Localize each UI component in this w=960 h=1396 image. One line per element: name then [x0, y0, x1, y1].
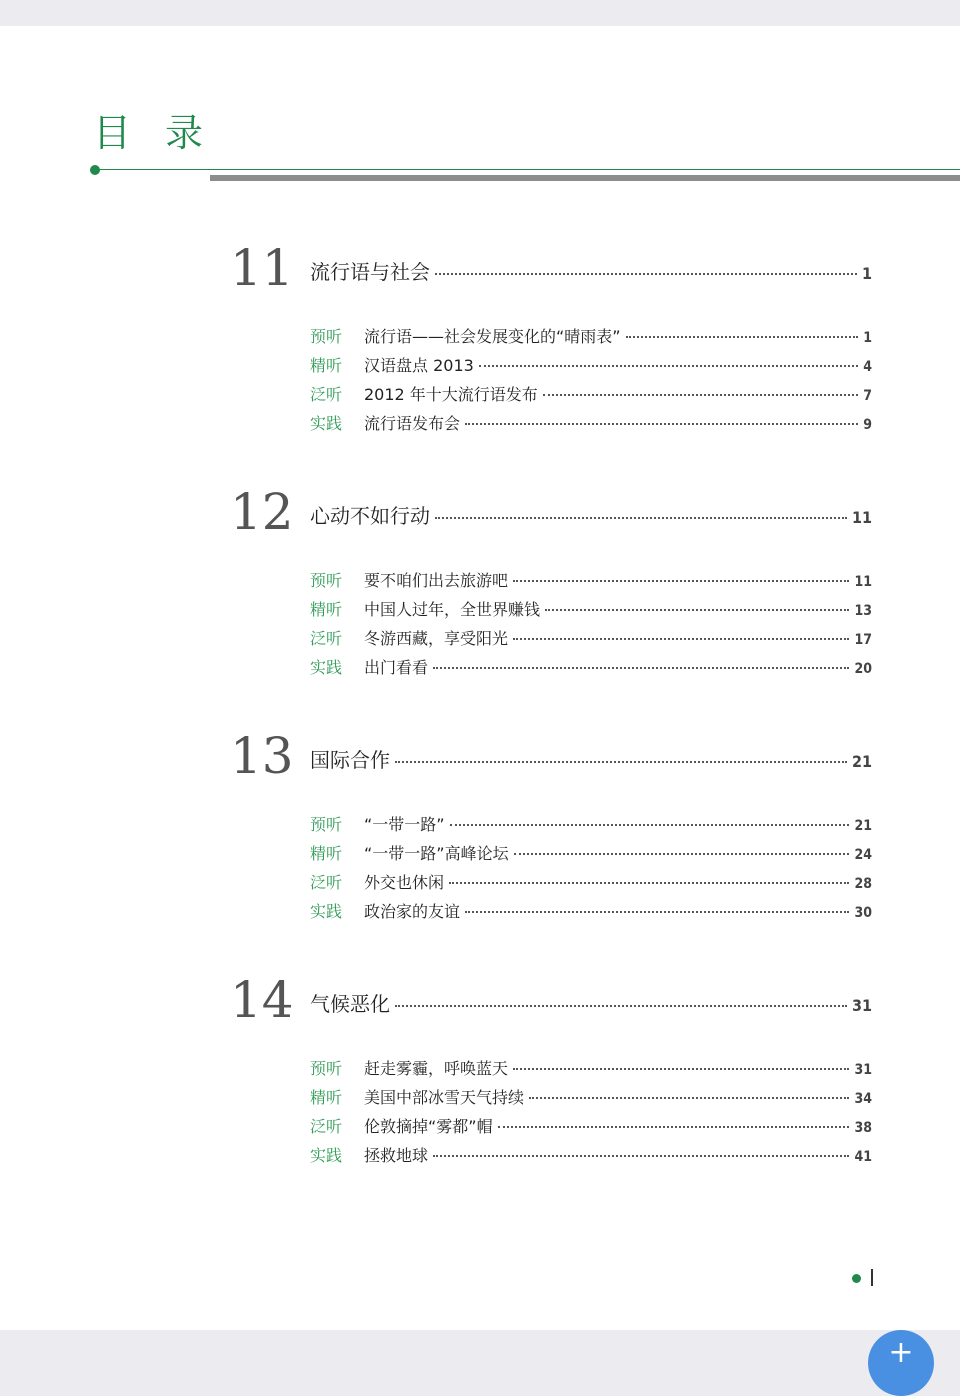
- lesson-row[interactable]: [310, 899, 872, 922]
- lesson-tag: 实践: [310, 1146, 343, 1165]
- lesson-tag: 预听: [310, 327, 343, 346]
- lesson-tag: 实践: [310, 902, 343, 921]
- lesson-row[interactable]: [310, 1114, 872, 1137]
- lesson-title: 汉语盘点 2013: [364, 356, 474, 375]
- lesson-tag: 实践: [310, 414, 343, 433]
- leader-dots: [513, 580, 849, 582]
- leader-dots: [514, 853, 850, 855]
- page-number: 7: [863, 388, 872, 404]
- leader-dots: [449, 882, 849, 884]
- leader-dots: [435, 517, 847, 519]
- leader-dots: [395, 1005, 847, 1007]
- title-dot: [90, 165, 100, 175]
- lesson-title: 外交也休闲: [364, 873, 445, 892]
- unit-title: 气候恶化: [310, 992, 390, 1016]
- page-number: 13: [854, 603, 872, 619]
- unit-12: [0, 483, 960, 686]
- lesson-tag: 泛听: [310, 1117, 343, 1136]
- unit-title: 心动不如行动: [310, 504, 430, 528]
- lesson-tag: 预听: [310, 1059, 343, 1078]
- lesson-tag: 预听: [310, 571, 343, 590]
- lesson-title: 出门看看: [364, 658, 429, 677]
- lesson-title: 拯救地球: [364, 1146, 429, 1165]
- lesson-row[interactable]: [310, 324, 872, 347]
- lesson-title: 美国中部冰雪天气持续: [364, 1088, 525, 1107]
- page-number: 1: [863, 330, 872, 346]
- lesson-row[interactable]: [310, 411, 872, 434]
- leader-dots: [465, 911, 849, 913]
- page-number: 9: [863, 417, 872, 433]
- page-number: 4: [863, 359, 872, 375]
- page-number: 21: [851, 752, 872, 771]
- page-number: 41: [854, 1149, 872, 1165]
- page-number: 34: [854, 1091, 872, 1107]
- lesson-title: “一带一路”高峰论坛: [364, 844, 509, 863]
- unit-number: 13: [230, 727, 294, 785]
- lesson-tag: 精听: [310, 1088, 343, 1107]
- page-number: 11: [854, 574, 872, 590]
- lesson-tag: 泛听: [310, 629, 343, 648]
- page-number: 30: [854, 905, 872, 921]
- leader-dots: [498, 1126, 850, 1128]
- unit-title: 国际合作: [310, 748, 390, 772]
- unit-13: [0, 727, 960, 930]
- footer-dot: [852, 1274, 861, 1283]
- leader-dots: [433, 1155, 849, 1157]
- lesson-row[interactable]: [310, 626, 872, 649]
- unit-14: [0, 971, 960, 1174]
- lesson-row[interactable]: [310, 353, 872, 376]
- unit-number: 11: [230, 239, 294, 297]
- lesson-row[interactable]: [310, 841, 872, 864]
- lesson-title: 赶走雾霾，呼唤蓝天: [364, 1059, 509, 1078]
- lesson-row[interactable]: [310, 1056, 872, 1079]
- page-number: 38: [854, 1120, 872, 1136]
- page-number: 17: [854, 632, 872, 648]
- title-rule-thin: [98, 169, 960, 170]
- lesson-tag: 泛听: [310, 873, 343, 892]
- title-rule-thick: [210, 175, 960, 181]
- lesson-row[interactable]: [310, 812, 872, 835]
- lesson-tag: 精听: [310, 356, 343, 375]
- leader-dots: [543, 394, 858, 396]
- lesson-row[interactable]: [310, 597, 872, 620]
- lesson-title: 流行语发布会: [364, 414, 461, 433]
- lesson-tag: 精听: [310, 844, 343, 863]
- lesson-row[interactable]: [310, 382, 872, 405]
- leader-dots: [465, 423, 858, 425]
- page-number: 20: [854, 661, 872, 677]
- lesson-title: 中国人过年，全世界赚钱: [364, 600, 541, 619]
- lesson-row[interactable]: [310, 655, 872, 678]
- unit-title: 流行语与社会: [310, 260, 430, 284]
- lesson-row[interactable]: [310, 1085, 872, 1108]
- leader-dots: [513, 1068, 849, 1070]
- footer-bar: [871, 1269, 873, 1286]
- lesson-tag: 预听: [310, 815, 343, 834]
- lesson-tag: 泛听: [310, 385, 343, 404]
- unit-title-row[interactable]: [310, 988, 872, 1017]
- document-page: [0, 26, 960, 1330]
- fab-button[interactable]: [868, 1330, 934, 1396]
- unit-title-row[interactable]: [310, 744, 872, 773]
- leader-dots: [479, 365, 858, 367]
- unit-11: [0, 239, 960, 442]
- leader-dots: [433, 667, 849, 669]
- page-number: 31: [854, 1062, 872, 1078]
- unit-title-row[interactable]: [310, 500, 872, 529]
- lesson-title: 政治家的友谊: [364, 902, 461, 921]
- leader-dots: [626, 336, 859, 338]
- page-number: 24: [854, 847, 872, 863]
- lesson-title: 2012 年十大流行语发布: [364, 385, 538, 404]
- leader-dots: [529, 1097, 849, 1099]
- lesson-tag: 精听: [310, 600, 343, 619]
- lesson-row[interactable]: [310, 870, 872, 893]
- lesson-title: 流行语——社会发展变化的“晴雨表”: [364, 327, 621, 346]
- page-number: 21: [854, 818, 872, 834]
- leader-dots: [395, 761, 847, 763]
- page-number: 1: [861, 264, 872, 283]
- leader-dots: [513, 638, 849, 640]
- lesson-title: 要不咱们出去旅游吧: [364, 571, 509, 590]
- lesson-row[interactable]: [310, 568, 872, 591]
- leader-dots: [545, 609, 849, 611]
- lesson-title: 伦敦摘掉“雾都”帽: [364, 1117, 493, 1136]
- page-number: 31: [851, 996, 872, 1015]
- leader-dots: [435, 273, 857, 275]
- unit-number: 12: [230, 483, 294, 541]
- page-number: 28: [854, 876, 872, 892]
- lesson-title: “一带一路”: [364, 815, 445, 834]
- toc-title: 目录: [93, 111, 238, 155]
- plus-icon: +: [888, 1335, 914, 1370]
- unit-number: 14: [230, 971, 294, 1029]
- unit-title-row[interactable]: [310, 256, 872, 285]
- leader-dots: [450, 824, 850, 826]
- lesson-row[interactable]: [310, 1143, 872, 1166]
- page-number: 11: [851, 508, 872, 527]
- lesson-tag: 实践: [310, 658, 343, 677]
- lesson-title: 冬游西藏，享受阳光: [364, 629, 509, 648]
